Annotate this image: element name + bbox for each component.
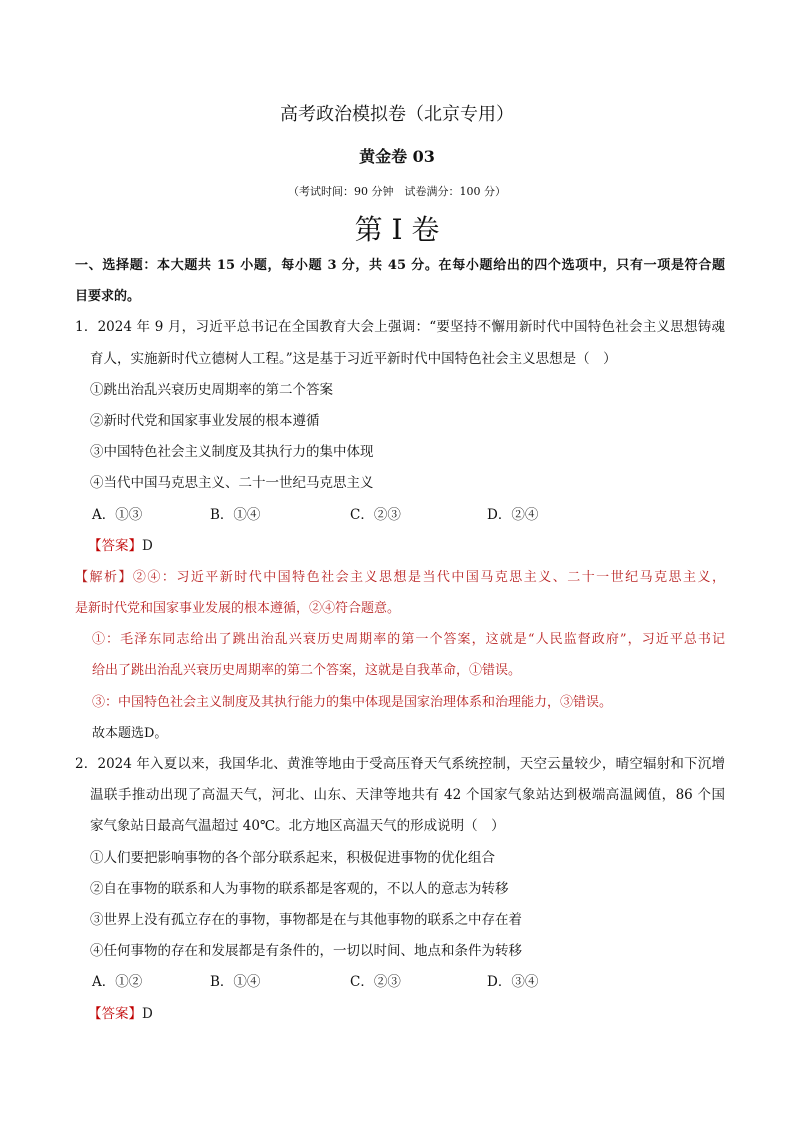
question-1-analysis: 给出了跳出治乱兴衰历史周期率的第二个答案，这就是自我革命，①错误。 (92, 663, 522, 679)
question-1-stem: 育人，实施新时代立德树人工程。”这是基于习近平新时代中国特色社会主义思想是（ ） (90, 350, 617, 367)
question-1-answer (75, 531, 725, 562)
question-2-statement: ②自在事物的联系和人为事物的联系都是客观的，不以人的意志为转移 (90, 880, 509, 897)
answer-label: 【答案】 (88, 1005, 142, 1022)
question-2-statement: ①人们要把影响事物的各个部分联系起来，积极促进事物的优化组合 (90, 849, 495, 866)
choice-a: A．①② (92, 974, 143, 991)
document-body (75, 250, 725, 1030)
choice-d: D．③④ (487, 974, 539, 991)
question-2-statement: ③世界上没有孤立存在的事物，事物都是在与其他事物的联系之中存在着 (90, 911, 522, 928)
question-2-stem: 2．2024 年入夏以来，我国华北、黄淮等地由于受高压脊天气系统控制，天空云量较少，晴空辐射和下沉增 (75, 756, 725, 772)
choice-b: B．①④ (210, 974, 261, 991)
question-2-stem: 家气象站日最高气温超过 40℃。北方地区高温天气的形成说明（ ） (90, 818, 505, 835)
answer-value: D (142, 1005, 153, 1022)
question-2-choices (75, 967, 725, 998)
question-1-analysis: ③：中国特色社会主义制度及其执行能力的集中体现是国家治理体系和治理能力，③错误。 (92, 694, 613, 710)
answer-label: 【答案】 (88, 537, 142, 554)
choice-c: C．②③ (350, 974, 401, 991)
question-1-stem: 1．2024 年 9 月，习近平总书记在全国教育大会上强调：“要坚持不懈用新时代中国特色社会主义思想铸魂 (75, 319, 725, 336)
exam-info: （考试时间：90 分钟 试卷满分：100 分） (288, 185, 506, 198)
document-title: 高考政治模拟卷（北京专用） (280, 104, 514, 125)
choice-c: C．②③ (350, 506, 401, 523)
document-subtitle: 黄金卷 03 (359, 147, 435, 166)
answer-value: D (142, 537, 153, 554)
question-2-answer (75, 999, 725, 1030)
section-heading: 一、选择题：本大题共 15 小题，每小题 3 分，共 45 分。在每小题给出的四个选项中，只有一项是符合题 (75, 258, 725, 273)
question-1-analysis: 【解析】②④：习近平新时代中国特色社会主义思想是当代中国马克思主义、二十一世纪马克思主义， (75, 569, 725, 585)
question-1-statement: ③中国特色社会主义制度及其执行力的集中体现 (90, 444, 374, 461)
choice-a: A．①③ (92, 506, 143, 523)
choice-b: B．①④ (210, 506, 261, 523)
question-2-statement: ④任何事物的存在和发展都是有条件的，一切以时间、地点和条件为转移 (90, 943, 522, 960)
question-2-stem: 温联手推动出现了高温天气，河北、山东、天津等地共有 42 个国家气象站达到极端高温阈值，86 个国 (90, 787, 725, 804)
choice-d: D．②④ (487, 506, 539, 523)
part-heading: 第 I 卷 (354, 213, 440, 246)
question-1-statement: ②新时代党和国家事业发展的根本遵循 (90, 412, 320, 429)
section-heading: 目要求的。 (75, 289, 141, 305)
question-1-conclusion: 故本题选D。 (92, 725, 168, 741)
question-1-statement: ①跳出治乱兴衰历史周期率的第二个答案 (90, 381, 333, 398)
question-1-choices (75, 500, 725, 531)
question-1-analysis: 是新时代党和国家事业发展的根本遵循，②④符合题意。 (75, 601, 401, 617)
question-1-statement: ④当代中国马克思主义、二十一世纪马克思主义 (90, 475, 374, 492)
question-1-analysis: ①：毛泽东同志给出了跳出治乱兴衰历史周期率的第一个答案，这就是“人民监督政府”，习近平总书记 (92, 632, 725, 648)
